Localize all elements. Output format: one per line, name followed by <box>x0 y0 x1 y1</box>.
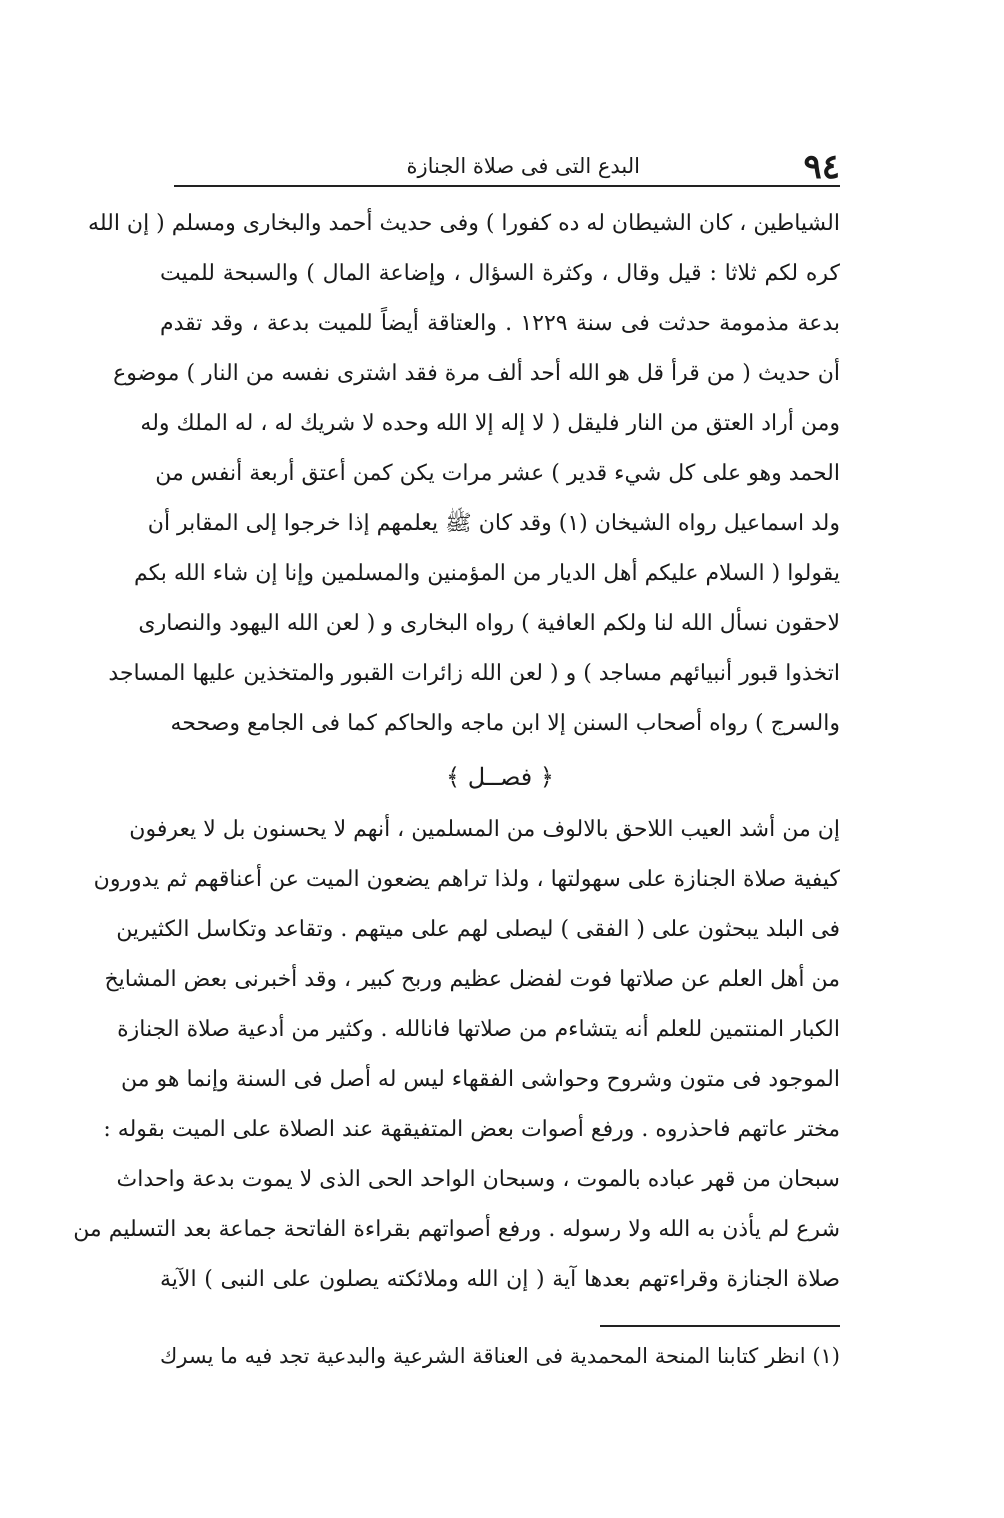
text-line: الحمد وهو على كل شيء قدير ) عشر مرات يكن كمن أعتق أربعة أنفس من <box>155 461 840 486</box>
text-line: شرع لم يأذن به الله ولا رسوله . ورفع أصواتهم بقراءة الفاتحة جماعة بعد التسليم من <box>73 1217 840 1242</box>
text-line: الشياطين ، كان الشيطان له ده كفورا ) وفى حديث أحمد والبخارى ومسلم ( إن الله <box>88 211 840 236</box>
page-number: ٩٤ <box>803 147 840 187</box>
text-line: فى البلد يبحثون على ( الفقى ) ليصلى لهم على ميتهم . وتقاعد وتكاسل الكثيرين <box>116 917 840 942</box>
text-line: لاحقون نسأل الله لنا ولكم العافية ) رواه البخارى و ( لعن الله اليهود والنصارى <box>138 611 840 636</box>
text-line: سبحان من قهر عباده بالموت ، وسبحان الواحد الحى الذى لا يموت بدعة واحداث <box>116 1167 840 1192</box>
book-page <box>73 145 840 1377</box>
main-text <box>73 199 840 1305</box>
text-line: أن حديث ( من قرأ قل هو الله أحد ألف مرة فقد اشترى نفسه من النار ) موضوع <box>113 361 840 386</box>
text-line: ومن أراد العتق من النار فليقل ( لا إله إلا الله وحده لا شريك له ، له الملك وله <box>140 411 840 436</box>
section-heading: ﴿ فصــل ﴾ <box>446 763 554 791</box>
text-line: كره لكم ثلاثا : قيل وقال ، وكثرة السؤال ، وإضاعة المال ) والسبحة للميت <box>160 261 840 286</box>
text-line: يقولوا ( السلام عليكم أهل الديار من المؤمنين والمسلمين وإنا إن شاء الله بكم <box>133 561 840 586</box>
text-line: بدعة مذمومة حدثت فى سنة ١٢٢٩ . والعتاقة أيضاً للميت بدعة ، وقد تقدم <box>160 311 840 336</box>
header-rule <box>174 185 840 187</box>
text-line: اتخذوا قبور أنبيائهم مساجد ) و ( لعن الله زائرات القبور والمتخذين عليها المساجد <box>108 661 840 686</box>
text-line: كيفية صلاة الجنازة على سهولتها ، ولذا تراهم يضعون الميت عن أعناقهم ثم يدورون <box>93 867 840 892</box>
text-line: صلاة الجنازة وقراءتهم بعدها آية ( إن الله وملائكته يصلون على النبى ) الآية <box>160 1267 840 1292</box>
text-line: الكبار المنتمين للعلم أنه يتشاءم من صلاتها فانالله . وكثير من أدعية صلاة الجنازة <box>117 1017 840 1042</box>
text-line: من أهل العلم عن صلاتها فوت لفضل عظيم وربح كبير ، وقد أخبرنى بعض المشايخ <box>104 967 840 992</box>
text-line: الموجود فى متون وشروح وحواشى الفقهاء ليس له أصل فى السنة وإنما هو من <box>121 1067 840 1092</box>
text-line: إن من أشد العيب اللاحق بالالوف من المسلمين ، أنهم لا يحسنون بل لا يعرفون <box>129 817 840 842</box>
footnote: (١) انظر كتابنا المنحة المحمدية فى العناقة الشرعية والبدعية تجد فيه ما يسرك <box>160 1344 840 1368</box>
text-line: والسرج ) رواه أصحاب السنن إلا ابن ماجه والحاكم كما فى الجامع وصححه <box>170 711 840 736</box>
text-line: مختر عاتهم فاحذروه . ورفع أصوات بعض المتفيقهة عند الصلاة على الميت بقوله : <box>103 1117 840 1142</box>
page-header <box>160 145 840 189</box>
footnote-rule <box>600 1325 840 1327</box>
text-line: ولد اسماعيل رواه الشيخان (١) وقد كان ﷺ يعلمهم إذا خرجوا إلى المقابر أن <box>147 511 840 536</box>
running-title: البدع التى فى صلاة الجنازة <box>406 154 640 178</box>
